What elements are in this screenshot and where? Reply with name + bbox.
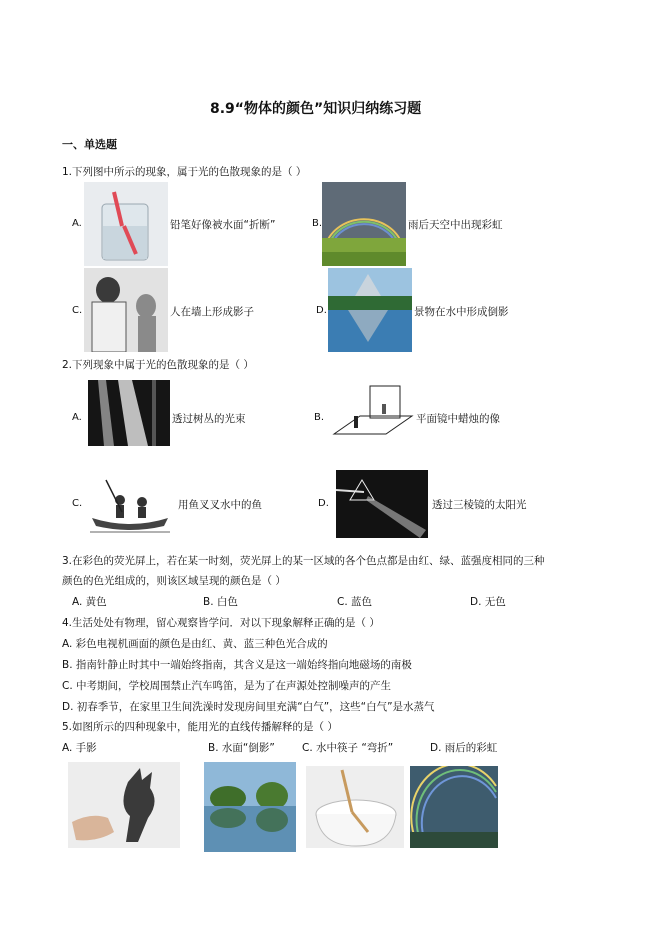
q3-option-a: A. 黄色 xyxy=(72,596,107,608)
q4-stem: 4.生活处处有物理，留心观察皆学问．对以下现象解释正确的是（ ） xyxy=(62,617,380,629)
section-heading: 一、单选题 xyxy=(62,138,117,151)
q5-hand-shadow-image xyxy=(68,762,180,848)
q2-c-fishing-image xyxy=(86,472,174,538)
q3-stem-line1: 3.在彩色的荧光屏上，若在某一时刻，荧光屏上的某一区域的各个色点都是由红、绿、蓝强度相同的三种 xyxy=(62,555,545,567)
q1-option-b-letter: B. xyxy=(312,218,323,229)
q3-stem-line2: 颜色的色光组成的，则该区域呈现的颜色是（ ） xyxy=(62,575,286,587)
q2-option-d-text: 透过三棱镜的太阳光 xyxy=(432,499,527,511)
q5-water-reflection-image xyxy=(204,762,296,852)
q2-b-mirror-candle-image xyxy=(330,382,414,444)
q4-option-c: C. 中考期间，学校周围禁止汽车鸣笛，是为了在声源处控制噪声的产生 xyxy=(62,680,392,692)
q5-rainbow-image xyxy=(410,766,498,848)
q1-option-d-text: 景物在水中形成倒影 xyxy=(414,306,509,318)
q3-option-c: C. 蓝色 xyxy=(337,596,373,608)
q2-a-trees-image xyxy=(88,380,170,446)
q2-option-b-letter: B. xyxy=(314,412,325,423)
q1-option-a-text: 铅笔好像被水面“折断” xyxy=(170,219,276,231)
q5-option-d: D. 雨后的彩虹 xyxy=(430,742,498,754)
q4-option-a: A. 彩色电视机画面的颜色是由红、黄、蓝三种色光合成的 xyxy=(62,638,328,650)
q1-option-c-text: 人在墙上形成影子 xyxy=(170,306,254,318)
q5-chopsticks-cup-image xyxy=(306,766,404,848)
q4-option-d: D. 初春季节，在家里卫生间洗澡时发现房间里充满“白气”，这些“白气”是水蒸气 xyxy=(62,701,435,713)
q2-option-a-letter: A. xyxy=(72,412,82,423)
page-title: 8.9“物体的颜色”知识归纳练习题 xyxy=(210,101,422,117)
q2-option-b-text: 平面镜中蜡烛的像 xyxy=(416,413,500,425)
q5-option-a: A. 手影 xyxy=(62,742,97,754)
q2-option-a-text: 透过树丛的光束 xyxy=(172,413,246,425)
q1-a-pencil-glass-image xyxy=(84,182,168,266)
q1-option-d-letter: D. xyxy=(316,305,327,316)
q4-option-b: B. 指南针静止时其中一端始终指南，其含义是这一端始终指向地磁场的南极 xyxy=(62,659,412,671)
q1-option-a-letter: A. xyxy=(72,218,82,229)
q1-c-shadow-image xyxy=(84,268,168,352)
q2-d-prism-image xyxy=(336,470,428,538)
q1-d-reflection-image xyxy=(328,268,412,352)
q3-option-d: D. 无色 xyxy=(470,596,506,608)
q2-option-d-letter: D. xyxy=(318,498,329,509)
q1-option-c-letter: C. xyxy=(72,305,83,316)
q1-stem: 1.下列图中所示的现象，属于光的色散现象的是（ ） xyxy=(62,166,307,178)
q1-b-rainbow-image xyxy=(322,182,406,266)
q2-option-c-text: 用鱼叉叉水中的鱼 xyxy=(178,499,262,511)
q3-option-b: B. 白色 xyxy=(203,596,238,608)
q1-option-b-text: 雨后天空中出现彩虹 xyxy=(408,219,503,231)
q2-stem: 2.下列现象中属于光的色散现象的是（ ） xyxy=(62,359,254,371)
q5-option-c: C. 水中筷子 “弯折” xyxy=(302,742,394,754)
q5-option-b: B. 水面“倒影” xyxy=(208,742,275,754)
q5-stem: 5.如图所示的四种现象中，能用光的直线传播解释的是（ ） xyxy=(62,721,338,733)
q2-option-c-letter: C. xyxy=(72,498,83,509)
